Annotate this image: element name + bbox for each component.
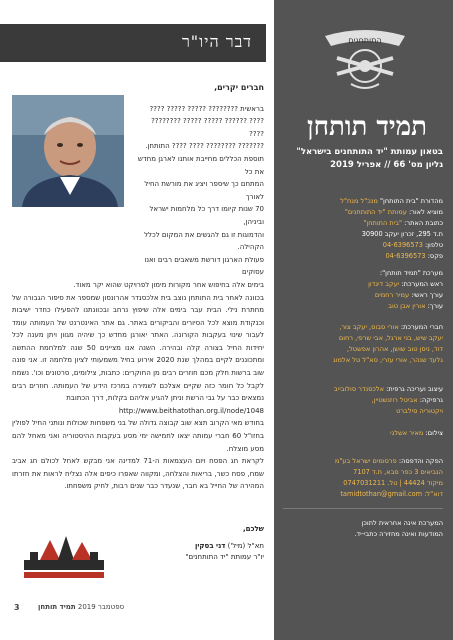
production-label: הפקה והדפסה: — [396, 457, 443, 465]
intro-line-4: תוספת הכללים מחייבת אותנו לארגן מחדש את כל — [137, 154, 264, 176]
publisher-line: ת.ד 295, זכרון יעקב 30900 — [361, 230, 443, 238]
disclaimer-block — [283, 518, 443, 540]
intro-line-6: 70 שנות קיומו דרך כל מלחמות ישראל וביניהן, — [149, 205, 264, 226]
closing: שלכם, — [242, 525, 264, 533]
intro-line-7: והדמוגות זו גם להגשים את המקום לכלל הקהילה. — [144, 230, 264, 252]
artillery-logo-icon — [20, 530, 108, 582]
issue-info: גליון מס' 66 // אפריל 2019 — [330, 160, 443, 170]
article-body — [12, 82, 264, 493]
page-footer — [0, 597, 274, 617]
footer-title: תמיד תותחן — [38, 603, 76, 611]
salutation: חברים יקרים, — [214, 83, 264, 92]
article-paragraph: בכוונה לאחר בית התותחן נוצב בית אלכסנדר אהרונסון שמספר את סיפור הגבורה של מחתרת נילי. הבית עבר בימים אלה שיפוץ נרחב ובכוונתנו להפעילו כחדר ישיבות וכנקודת מוצא לכל הסיורים והביקורים באתר. גם אתר האינטרנט של העמותה עומד לעבור שינוי בעקבות הקורונה. האתר יאורגן מחדש כך שיהיה מגוון ויתן מענה לכל יחידות החיל בצורה קלה ובהירה. השנה אנו מציינים 50 שנה למלחמת ההתשה ומתכוננים לקיים במהלך שנת 2020 אירוע בחיל משמעותי לציון מלחמה זו. אני פונה שוב ברשות חלק מכם חוזרים רבים מן החוקרים: כתבות, צילומים, סרטונים וכו'. נשמח לקבל כל חומר כזה שקיים אצלכם לשמירה במרכז הידע של העמותה. חוזרים רבים נמצאים כבר על גבי הרשת וניתן להגיע אליהם בקלות, דרך הכתובת — [12, 293, 264, 403]
design-label: עיצוב ועריכה גרפית: — [384, 385, 443, 393]
publisher-title — [283, 196, 443, 207]
editorial-line: עורך: אורין אבן טוב — [388, 302, 443, 310]
intro-line-3: ??????? ???????? ???? ???? התותחן. — [145, 142, 264, 151]
editorial-line: עורך ראשי: עמיר רחמים — [374, 291, 443, 299]
publisher-heading: מהדורת "בית התותחן" — [377, 197, 443, 205]
signature-role: יו"ר עמותת "יד התותחנים" — [185, 553, 264, 561]
members-line: גלעד שנהר, אורי עזרי, סא"ל טל אלמוג — [333, 356, 443, 364]
header-bar — [0, 24, 266, 62]
page-title: דבר היו"ר — [181, 32, 252, 51]
publisher-line: טלפון: 04-6396573 — [382, 241, 443, 249]
page-number: 3 — [14, 603, 20, 612]
disclaimer-line: המודעות ואינה מחזירה כתבי-יד. — [354, 530, 443, 538]
editorial-title: מערכת "תמיד תותחן": — [379, 269, 443, 277]
production-value: פרסומים ישראל בע"מ — [334, 457, 397, 465]
members-block: חברי המערכת: אורי סבוס, יעקב צור, יעקב שיש, בני ארגל, אבי שרפי, רחום דוד, ניסן טוב שושן, אהרון אפשטל, גלעד שנהר, אורי עזרי, סא"ל טל אלמוג — [283, 322, 443, 366]
magazine-title: תמיד תותחן — [306, 112, 427, 142]
intro-line-9: בימים אלה בחיפוש אחר מקורות מימון לפרויקט שהוא יקר מאוד. — [73, 280, 264, 289]
editorial-block — [283, 268, 443, 312]
publisher-line: כתובת האתר: "בית התותחן" — [363, 219, 443, 227]
address-line: מיקוד 44424 | טל. 0747031211 — [343, 479, 443, 487]
article-paragraph-3: לקראת חג הפסח ויום העצמאות ה-71 למדינה אני מבקש לאחל לכולם חג אביב שמח, פסח כשר, בריאות והצלחה, ומקווה שאפרו כיפים אלה נצליח לראות את חזרתו המהירה של החייל בא חבר, שנעדר כבר שנים רבות, לחיק משפחתו. — [12, 457, 264, 491]
graphics-label: גרפיקה: — [417, 396, 443, 404]
magazine-subtitle: בטאון עמותת "יד התותחנים בישראל" — [296, 147, 443, 157]
design-block — [283, 384, 443, 417]
design-value: אלכסנדר סולובייב — [333, 385, 385, 393]
photo-label: צילום: — [423, 429, 443, 437]
graphics-value-2: ויקטוריה סילברט — [396, 407, 443, 415]
intro-line-5: המתחם כך שיספר ויציג את מורשת החיל לאורך — [144, 180, 264, 201]
masthead-sidebar — [274, 0, 453, 640]
publisher-block — [283, 196, 443, 262]
signature-name: דני בסקין — [194, 542, 226, 550]
publisher-heading-accent: מנכ"ל מנח"ל — [340, 197, 378, 205]
emblem-text: התותחנים — [348, 36, 382, 45]
graphics-value: אביטל רוזנשטיין, — [371, 396, 418, 404]
members-line: יעקב שיש, בני ארגל, אבי שרפי, רחום — [338, 334, 443, 342]
artillery-emblem-icon — [317, 22, 413, 94]
article-link[interactable]: http://www.beithatothan.org.il/node/1048 — [118, 406, 264, 415]
association-logo — [20, 530, 108, 582]
signature-title: תא"ל (מיל') — [225, 542, 264, 550]
photo-credit-block — [283, 428, 443, 439]
members-line: דוד, ניסן טוב שושן, אהרון אפשטל, — [346, 345, 443, 353]
footer-publication — [38, 603, 124, 611]
address-line: הנביאים 3 כפר סבא, ת.ד 7107 — [353, 468, 443, 476]
intro-line-2: ???? ?????? ????? ????? ???????? ???? — [151, 117, 264, 138]
intro-line-8: פעולת הארגון דורשת משאבים רבים ואנו עסוקים — [144, 255, 264, 277]
members-label: חברי המערכת: — [398, 323, 443, 331]
disclaimer-line: המערכת אינה אחראית לתוכן — [361, 519, 443, 527]
sidebar-divider — [283, 508, 443, 509]
photo-value: מאיר אשלגי — [390, 429, 424, 437]
editorial-line: ראש המערכת: יעקב דיגדון — [368, 280, 443, 288]
publisher-line: מוציא לאור: עמותת "יד התותחנים" — [344, 208, 443, 216]
footer-date: ספטמבר 2019 — [77, 603, 125, 611]
article-intro — [134, 103, 264, 279]
article-paragraph-2: בחודש מאי הקרוב תצא שוב קבוצה גדולה של בני משפחות שכולות ונותני החיל לפולין בחזו"ל 60 חברי עמותה יצאו לחמישה ימי מסע בעקבות ההיסטוריה ואני מאחל להם מסע מוצלח. — [12, 419, 265, 453]
production-block — [283, 456, 443, 500]
email-line[interactable]: דוא"ל: tamidtothan@gmail.com — [340, 490, 443, 498]
intro-line-1: בראשית ???????? ????? ????? ???? — [149, 104, 264, 113]
publisher-line: פקס: 04-6396573 — [385, 252, 443, 260]
